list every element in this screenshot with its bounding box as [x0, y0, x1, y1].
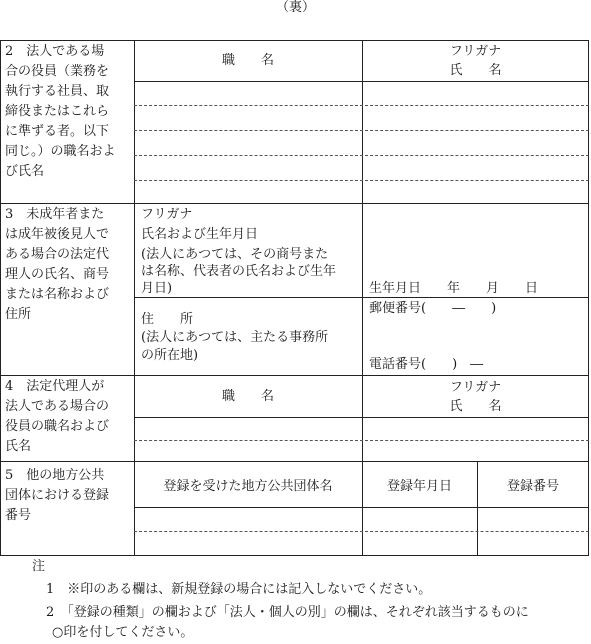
notes-title: 注	[32, 559, 46, 574]
column-divider	[362, 203, 363, 375]
section2-label-line: 同じ。）の職名およ	[5, 144, 116, 159]
form-left-border	[0, 40, 1, 555]
note-item-continuation: ○印を付してください。	[52, 625, 194, 640]
section4-label-line: 4 法定代理人が	[5, 379, 105, 394]
form-bottom-border	[0, 555, 589, 556]
section4-label-line: 役員の職名および	[5, 419, 110, 434]
section-divider	[0, 375, 589, 376]
name-column-header: 氏 名	[449, 63, 502, 78]
entity-name-column-header: 登録を受けた地方公共団体名	[163, 479, 333, 494]
address-field-line: の所在地)	[141, 348, 199, 363]
section4-label-line: 氏名	[5, 439, 32, 454]
registration-number-column-header: 登録番号	[506, 479, 559, 494]
note-item: 1 ※印のある欄は、新規登録の場合には記入しないでください。	[46, 582, 432, 597]
name-column-header: 氏 名	[449, 399, 502, 414]
registration-date-column-header: 登録年月日	[386, 479, 452, 494]
name-field-line: (法人にあつては、その商号また	[141, 247, 329, 262]
furigana-column-header: フリガナ	[449, 44, 502, 59]
header-row-border	[134, 417, 589, 418]
section3-label-line: は成年被後見人で	[5, 227, 110, 242]
section3-label-line: ある場合の法定代	[5, 247, 110, 262]
note-item: 2 「登録の種類」の欄および「法人・個人の別」の欄は、それぞれ該当するものに	[46, 605, 529, 620]
title-column-header: 職 名	[221, 389, 274, 404]
entry-row-dashed	[134, 440, 589, 441]
entry-row-dashed	[134, 531, 589, 532]
entry-row-dashed	[134, 180, 589, 181]
name-field-line: フリガナ	[141, 207, 193, 222]
entry-row-dashed	[134, 105, 589, 106]
section5-label-line: 5 他の地方公共	[5, 468, 105, 483]
header-row-border	[134, 81, 589, 82]
section3-label-line: 3 未成年者また	[5, 207, 105, 222]
section-divider	[0, 203, 589, 204]
section2-label-line: に準ずる者。以下	[5, 124, 110, 139]
furigana-column-header: フリガナ	[449, 380, 502, 395]
address-field-line: 住 所	[141, 312, 194, 327]
column-divider	[362, 461, 363, 555]
header-row-border	[134, 507, 589, 508]
address-field-line: (法人にあつては、主たる事務所	[141, 330, 329, 345]
title-column-header: 職 名	[221, 53, 274, 68]
section3-label-line: 住所	[5, 307, 32, 322]
form-top-border	[0, 40, 589, 41]
section3-label-line: 理人の氏名、商号	[5, 267, 110, 282]
section2-label-line: 執行する社員、取	[5, 84, 110, 99]
entry-row-dashed	[134, 130, 589, 131]
section2-label-line: 締役またはこれら	[5, 104, 110, 119]
name-field-line: 氏名および生年月日	[141, 227, 259, 242]
birthdate-field: 生年月日 年 月 日	[369, 281, 539, 296]
section-divider	[0, 461, 589, 462]
section5-label-line: 番号	[5, 508, 32, 523]
column-divider	[477, 461, 478, 555]
section3-label-line: または名称および	[5, 287, 110, 302]
entry-row-dashed	[134, 155, 589, 156]
section2-label-line: 合の役員（業務を	[5, 64, 110, 79]
back-side-label: （裏）	[275, 0, 315, 15]
postal-code-field: 郵便番号( ― )	[369, 301, 497, 316]
section4-label-line: 法人である場合の	[5, 399, 110, 414]
name-field-line: は名称、代表者の氏名および生年	[141, 264, 337, 279]
name-field-line: 月日)	[141, 281, 173, 296]
section2-label-line: び氏名	[5, 164, 45, 179]
phone-number-field: 電話番号( ) ―	[369, 357, 484, 372]
section2-label-line: 2 法人である場	[5, 44, 105, 59]
section5-label-line: 団体における登録	[5, 488, 110, 503]
